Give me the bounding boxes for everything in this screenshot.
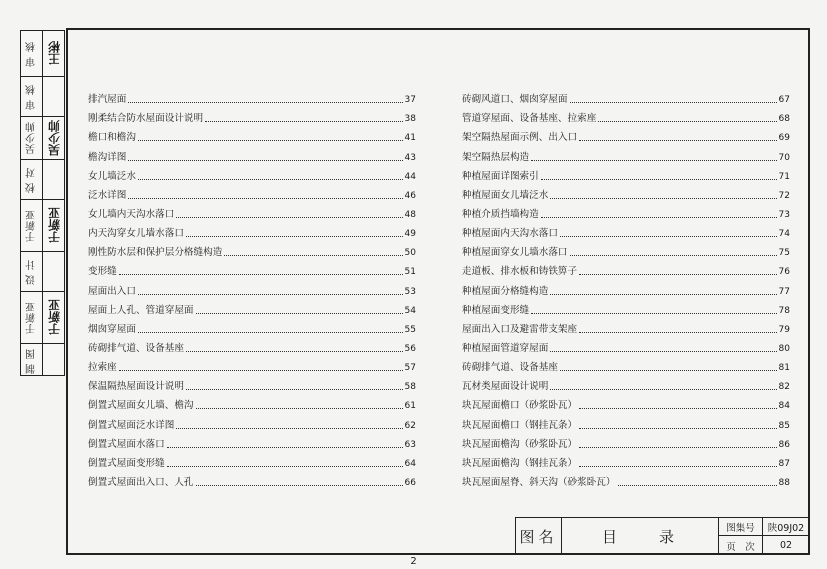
sign-cell xyxy=(21,199,64,251)
sign-cell-label: 于新亚 xyxy=(26,301,38,334)
toc-entry-title: 女儿墙泛水 xyxy=(88,170,136,182)
toc-entry[interactable] xyxy=(462,355,790,374)
toc-entry[interactable] xyxy=(462,278,790,297)
sign-cell-signature: 于新亚 xyxy=(47,207,62,244)
toc-entry-title: 种植屋面内天沟水落口 xyxy=(462,228,558,240)
toc-entry[interactable] xyxy=(88,278,416,297)
toc-entry[interactable] xyxy=(462,317,790,336)
toc-entry[interactable] xyxy=(88,240,416,259)
toc-entry[interactable] xyxy=(462,336,790,355)
toc-entry[interactable] xyxy=(462,259,790,278)
toc-entry-page: 85 xyxy=(778,420,790,431)
title-block-name-label: 图名 xyxy=(516,518,562,555)
sign-cell-label: 设 计 xyxy=(26,258,38,285)
toc-entry[interactable] xyxy=(462,298,790,317)
toc-entry-title: 种植介质挡墙构造 xyxy=(462,208,539,220)
toc-entry[interactable] xyxy=(462,432,790,451)
toc-entry-page: 72 xyxy=(778,190,790,201)
toc-leader-dots xyxy=(579,331,776,333)
sign-cell-signature: 王彬 xyxy=(47,41,62,66)
toc-entry-title: 倒置式屋面出入口、人孔 xyxy=(88,476,194,488)
sign-cell-signature: 于新亚 xyxy=(47,299,62,336)
toc-entry-title: 刚柔结合防水屋面设计说明 xyxy=(88,113,204,125)
toc-entry-page: 61 xyxy=(404,401,416,412)
toc-entry-page: 82 xyxy=(778,382,790,393)
title-block-name: 目 录 xyxy=(562,518,719,555)
toc-entry[interactable] xyxy=(88,164,416,183)
toc-entry-title: 刚性防水层和保护层分格缝构造 xyxy=(88,247,223,259)
toc-entry-page: 71 xyxy=(778,171,790,182)
toc-leader-dots xyxy=(196,407,403,409)
toc-right-column xyxy=(462,87,790,489)
toc-entry-page: 53 xyxy=(404,286,416,297)
toc-leader-dots xyxy=(560,369,777,371)
toc-entry-page: 44 xyxy=(404,171,416,182)
toc-leader-dots xyxy=(541,178,777,180)
toc-leader-dots xyxy=(138,293,403,295)
toc-leader-dots xyxy=(138,178,403,180)
toc-leader-dots xyxy=(167,465,403,467)
toc-entry-title: 种植屋面详图索引 xyxy=(462,170,539,182)
toc-entry[interactable] xyxy=(462,470,790,489)
toc-leader-dots xyxy=(176,427,402,429)
toc-entry[interactable] xyxy=(88,125,416,144)
toc-leader-dots xyxy=(119,369,403,371)
toc-entry[interactable] xyxy=(88,259,416,278)
sign-cell xyxy=(21,76,64,116)
toc-entry-title: 烟囱穿屋面 xyxy=(88,323,136,335)
sign-cell-signature xyxy=(44,77,64,116)
toc-entry-page: 87 xyxy=(778,458,790,469)
toc-leader-dots xyxy=(205,120,402,122)
toc-entry-page: 49 xyxy=(404,229,416,240)
toc-entry-page: 66 xyxy=(404,477,416,488)
toc-entry-page: 51 xyxy=(404,267,416,278)
toc-entry[interactable] xyxy=(462,125,790,144)
toc-entry-page: 50 xyxy=(404,248,416,259)
toc-entry-title: 排汽屋面 xyxy=(88,94,127,106)
sign-cell-signature xyxy=(44,344,64,377)
toc-entry[interactable] xyxy=(462,412,790,431)
toc-entry[interactable] xyxy=(88,317,416,336)
toc-leader-dots xyxy=(550,197,776,199)
toc-entry-page: 68 xyxy=(778,114,790,125)
sign-cell xyxy=(21,343,64,377)
toc-entry-title: 块瓦屋面檐口（砂浆卧瓦） xyxy=(462,400,578,412)
toc-entry-title: 屋面上人孔、管道穿屋面 xyxy=(88,304,194,316)
toc-leader-dots xyxy=(579,465,776,467)
toc-entry-title: 保温隔热屋面设计说明 xyxy=(88,381,184,393)
toc-leader-dots xyxy=(579,139,776,141)
toc-entry[interactable] xyxy=(88,221,416,240)
toc-entry-page: 73 xyxy=(778,209,790,220)
toc-entry[interactable] xyxy=(88,106,416,125)
toc-leader-dots xyxy=(550,350,776,352)
toc-entry-page: 79 xyxy=(778,324,790,335)
sign-cell-label: 审 核 xyxy=(26,83,38,110)
toc-entry-page: 37 xyxy=(404,95,416,106)
sign-cell-label: 校 对 xyxy=(26,166,38,193)
toc-leader-dots xyxy=(541,216,777,218)
toc-entry-title: 砖砌排气道、设备基座 xyxy=(462,362,558,374)
toc-leader-dots xyxy=(186,235,403,237)
toc-entry-title: 变形缝 xyxy=(88,266,117,278)
toc-leader-dots xyxy=(579,407,776,409)
toc-leader-dots xyxy=(570,254,777,256)
toc-leader-dots xyxy=(128,101,402,103)
toc-entry-title: 倒置式屋面水落口 xyxy=(88,438,165,450)
toc-leader-dots xyxy=(128,159,402,161)
toc-entry[interactable] xyxy=(88,202,416,221)
toc-leader-dots xyxy=(598,120,776,122)
toc-entry-title: 拉索座 xyxy=(88,362,117,374)
toc-leader-dots xyxy=(196,484,403,486)
toc-leader-dots xyxy=(167,446,403,448)
toc-leader-dots xyxy=(579,427,776,429)
toc-entry-title: 走道板、排水板和铸铁箅子 xyxy=(462,266,578,278)
toc-entry-page: 88 xyxy=(778,477,790,488)
toc-entry[interactable] xyxy=(88,144,416,163)
toc-entry[interactable] xyxy=(462,144,790,163)
sign-cell xyxy=(21,291,64,343)
toc-entry-title: 檐口和檐沟 xyxy=(88,132,136,144)
toc-entry-title: 架空隔热层构造 xyxy=(462,151,530,163)
toc-entry-title: 块瓦屋面檐沟（钢挂瓦条） xyxy=(462,457,578,469)
toc-entry-page: 80 xyxy=(778,343,790,354)
sign-cell-label: 审 核 xyxy=(26,40,38,67)
toc-entry-title: 块瓦屋面檐口（钢挂瓦条） xyxy=(462,419,578,431)
sign-cell-label: 吴少帅 xyxy=(26,121,38,155)
sign-cell xyxy=(21,251,64,291)
toc-entry-title: 块瓦屋面屋脊、斜天沟（砂浆卧瓦） xyxy=(462,476,616,488)
toc-entry-title: 倒置式屋面变形缝 xyxy=(88,457,165,469)
toc-leader-dots xyxy=(186,350,403,352)
toc-entry-title: 砖砌排气道、设备基座 xyxy=(88,342,184,354)
toc-entry-page: 84 xyxy=(778,401,790,412)
toc-leader-dots xyxy=(128,197,402,199)
toc-entry-page: 48 xyxy=(404,209,416,220)
signature-strip xyxy=(20,30,65,376)
toc-entry[interactable] xyxy=(88,336,416,355)
toc-entry-page: 77 xyxy=(778,286,790,297)
toc-entry[interactable] xyxy=(462,202,790,221)
sign-cell-signature xyxy=(44,252,64,291)
toc-left-column xyxy=(88,87,416,489)
sign-cell-label: 制 图 xyxy=(26,347,38,374)
toc-entry[interactable] xyxy=(462,183,790,202)
toc-entry[interactable] xyxy=(462,106,790,125)
toc-entry-title: 瓦材类屋面设计说明 xyxy=(462,381,549,393)
toc-entry[interactable] xyxy=(462,451,790,470)
toc-leader-dots xyxy=(570,101,777,103)
toc-entry[interactable] xyxy=(88,355,416,374)
toc-entry-page: 74 xyxy=(778,229,790,240)
title-block-page-label: 页 次 xyxy=(719,536,763,555)
toc-entry[interactable] xyxy=(88,87,416,106)
toc-entry-title: 种植屋面变形缝 xyxy=(462,304,530,316)
toc-entry-page: 38 xyxy=(404,114,416,125)
toc-entry[interactable] xyxy=(88,470,416,489)
toc-entry-title: 块瓦屋面檐沟（砂浆卧瓦） xyxy=(462,438,578,450)
title-block-set-label: 图集号 xyxy=(719,518,763,536)
toc-entry-page: 81 xyxy=(778,363,790,374)
toc-entry-title: 女儿墙内天沟水落口 xyxy=(88,208,175,220)
toc-entry-page: 69 xyxy=(778,133,790,144)
toc-entry-title: 种植屋面管道穿屋面 xyxy=(462,342,549,354)
toc-entry-page: 41 xyxy=(404,133,416,144)
toc-entry[interactable] xyxy=(88,393,416,412)
toc-leader-dots xyxy=(138,331,403,333)
title-block-set-number: 陕09J02 xyxy=(763,518,809,536)
toc-entry-title: 种植屋面女儿墙泛水 xyxy=(462,189,549,201)
toc-entry-page: 63 xyxy=(404,439,416,450)
toc-entry-title: 泛水详图 xyxy=(88,189,127,201)
toc-entry[interactable] xyxy=(88,432,416,451)
toc-entry[interactable] xyxy=(462,164,790,183)
toc-entry-page: 56 xyxy=(404,343,416,354)
title-block xyxy=(515,517,808,554)
toc-entry-title: 屋面出入口及避雷带支架座 xyxy=(462,323,578,335)
toc-leader-dots xyxy=(531,312,776,314)
toc-entry[interactable] xyxy=(462,221,790,240)
toc-entry[interactable] xyxy=(88,374,416,393)
toc-leader-dots xyxy=(196,312,403,314)
sign-cell-signature xyxy=(44,160,64,199)
toc-leader-dots xyxy=(560,235,777,237)
toc-entry-title: 种植屋面穿女儿墙水落口 xyxy=(462,247,568,259)
toc-entry[interactable] xyxy=(462,87,790,106)
toc-leader-dots xyxy=(531,159,776,161)
toc-entry-page: 75 xyxy=(778,248,790,259)
toc-entry[interactable] xyxy=(88,183,416,202)
toc-entry-page: 43 xyxy=(404,152,416,163)
toc-entry[interactable] xyxy=(88,298,416,317)
toc-entry-title: 倒置式屋面女儿墙、檐沟 xyxy=(88,400,194,412)
toc-entry-page: 46 xyxy=(404,190,416,201)
toc-leader-dots xyxy=(138,139,403,141)
toc-entry-page: 70 xyxy=(778,152,790,163)
toc-leader-dots xyxy=(550,388,776,390)
toc-entry[interactable] xyxy=(462,240,790,259)
toc-entry-page: 64 xyxy=(404,458,416,469)
sign-cell xyxy=(21,116,64,159)
toc-leader-dots xyxy=(579,446,776,448)
title-block-page-number: 02 xyxy=(779,540,793,551)
toc-leader-dots xyxy=(119,273,403,275)
toc-entry-page: 62 xyxy=(404,420,416,431)
toc-entry-title: 种植屋面分格缝构造 xyxy=(462,285,549,297)
sign-cell xyxy=(21,159,64,199)
page-number: 2 xyxy=(410,556,417,567)
toc-entry[interactable] xyxy=(462,393,790,412)
toc-entry-title: 内天沟穿女儿墙水落口 xyxy=(88,228,184,240)
toc-entry-title: 架空隔热屋面示例、出入口 xyxy=(462,132,578,144)
toc-entry-page: 67 xyxy=(778,95,790,106)
toc-entry-title: 管道穿屋面、设备基座、拉索座 xyxy=(462,113,597,125)
toc-leader-dots xyxy=(579,273,776,275)
toc-entry-title: 屋面出入口 xyxy=(88,285,136,297)
toc-entry-page: 78 xyxy=(778,305,790,316)
toc-entry[interactable] xyxy=(88,451,416,470)
toc-entry-page: 86 xyxy=(778,439,790,450)
toc-entry-page: 58 xyxy=(404,382,416,393)
toc-entry-page: 54 xyxy=(404,305,416,316)
toc-leader-dots xyxy=(186,388,403,390)
toc-entry[interactable] xyxy=(88,412,416,431)
sign-cell-label: 于新亚 xyxy=(26,209,38,242)
toc-entry-page: 57 xyxy=(404,363,416,374)
toc-entry-page: 76 xyxy=(778,267,790,278)
toc-entry-title: 砖砌风道口、烟囱穿屋面 xyxy=(462,94,568,106)
toc-entry-page: 55 xyxy=(404,324,416,335)
sign-cell-signature: 吴少帅 xyxy=(47,120,62,156)
toc-entry[interactable] xyxy=(462,374,790,393)
toc-leader-dots xyxy=(618,484,777,486)
toc-leader-dots xyxy=(176,216,402,218)
toc-leader-dots xyxy=(224,254,402,256)
sign-cell xyxy=(21,31,64,76)
toc-leader-dots xyxy=(550,293,776,295)
toc-entry-title: 檐沟详图 xyxy=(88,151,127,163)
toc-entry-title: 倒置式屋面泛水详图 xyxy=(88,419,175,431)
